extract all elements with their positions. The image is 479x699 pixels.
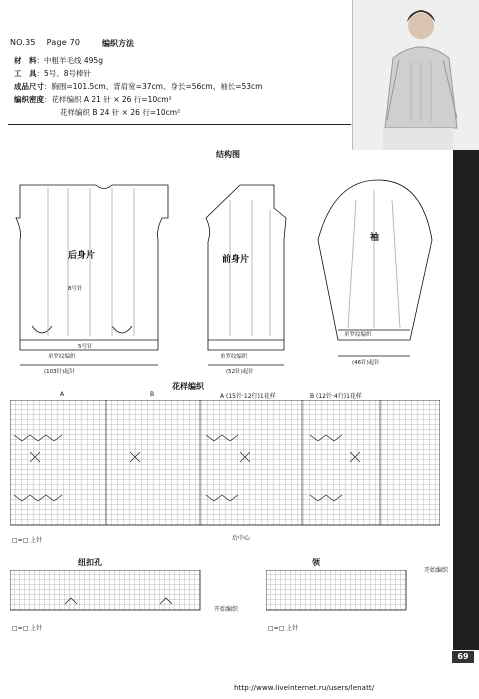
pattern-b-repeat: B (12针·4行)1花样 <box>310 393 362 400</box>
sleeve-label: 袖 <box>370 233 380 243</box>
pattern-b-mark: B <box>150 391 155 398</box>
front-rib-label: 单罗纹编织 <box>220 354 248 360</box>
back-center-label: 后中心 <box>232 535 251 542</box>
sleeve-bottom-label: (46针)起针 <box>352 360 380 366</box>
sleeve-outline <box>318 180 432 340</box>
model-illustration <box>353 0 479 150</box>
spec-row: 编织密度：花样编织 A 21 针 × 26 行=10cm² <box>14 95 172 104</box>
spec-row: 材 料：中粗羊毛线 495g <box>14 56 103 65</box>
front-piece-label: 前身片 <box>222 255 250 265</box>
buttonhole-chart <box>10 570 210 615</box>
back-bottom-label: (103针)起针 <box>44 369 76 375</box>
back-rib-label: 单罗纹编织 <box>48 354 76 360</box>
method-title: 编织方法 <box>102 39 134 48</box>
collar-legend: □=□ 上针 <box>268 625 299 632</box>
spec-list <box>14 54 262 119</box>
back-piece-label: 后身片 <box>68 251 96 261</box>
pattern-legend: □=□ 上针 <box>12 537 43 544</box>
spec-row: 工 具：5号、8号棒针 <box>14 69 92 78</box>
spec-row: 成品尺寸：胸围=101.5cm、背肩宽=37cm、身长=56cm、袖长=53cm <box>14 82 263 91</box>
pattern-chart <box>10 400 440 530</box>
structure-title: 结构图 <box>216 150 240 159</box>
pattern-start-label: 开始编织 <box>424 567 449 574</box>
pattern-number <box>10 38 80 47</box>
source-url: http://www.liveinternet.ru/users/lenatt/ <box>234 684 375 692</box>
collar-title: 领 <box>312 558 320 567</box>
front-piece-outline <box>206 185 286 350</box>
back-piece-outline <box>16 185 168 350</box>
sleeve-rib-label: 单罗纹编织 <box>344 332 372 338</box>
page-number: 69 <box>452 651 474 663</box>
back-needle-label: 8号针 <box>68 286 83 292</box>
structure-diagram <box>8 160 448 375</box>
pattern-a-repeat: A (15针·12行)1花样 <box>220 393 276 400</box>
pattern-no: NO.35 <box>10 38 36 47</box>
collar-chart <box>266 570 416 615</box>
buttonhole-start-label: 开始编织 <box>214 606 239 613</box>
side-tab <box>453 150 479 650</box>
spec-row: 花样编织 B 24 针 × 26 行=10cm² <box>60 108 181 117</box>
buttonhole-legend: □=□ 上针 <box>12 625 43 632</box>
pattern-page: Page 70 <box>46 38 81 47</box>
back-needle5-label: 5号针 <box>78 344 93 350</box>
front-bottom-label: (52针)起针 <box>226 369 254 375</box>
model-photo <box>352 0 479 150</box>
pattern-a-mark: A <box>60 391 65 398</box>
buttonhole-title: 纽扣孔 <box>78 558 102 567</box>
pattern-title: 花样编织 <box>172 382 204 391</box>
